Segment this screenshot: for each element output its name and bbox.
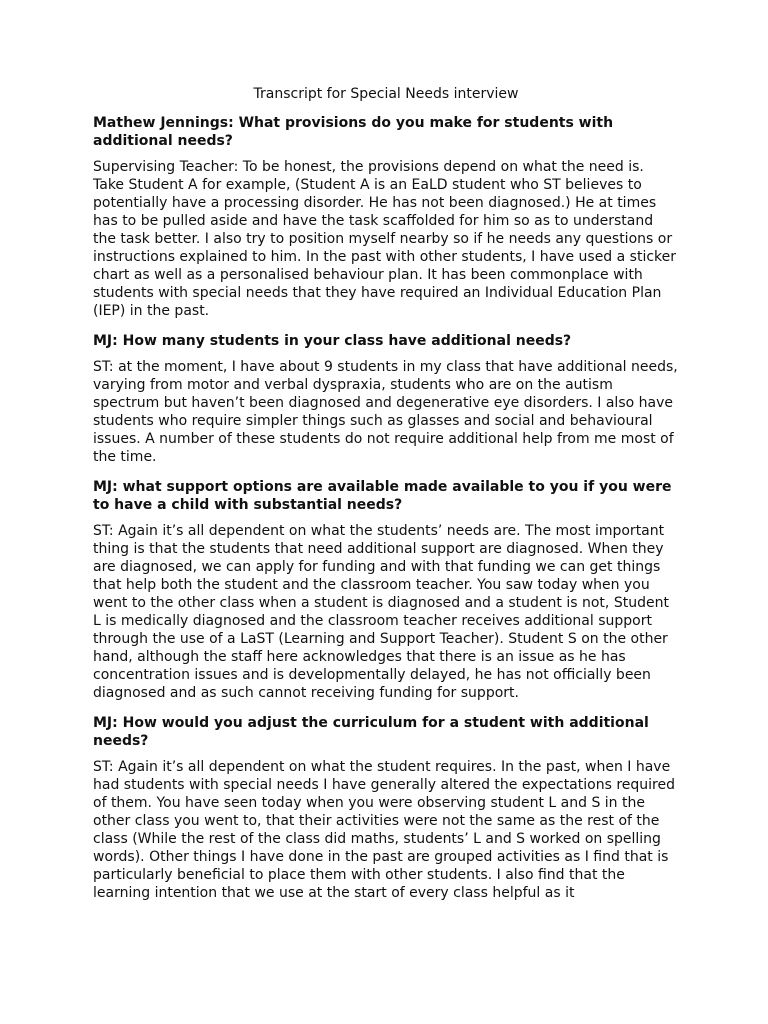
question-3: MJ: what support options are available made available to you if you were to have a child with substantial needs?	[93, 479, 672, 513]
document-page	[93, 84, 679, 914]
question-4: MJ: How would you adjust the curriculum for a student with additional needs?	[93, 715, 649, 749]
qa-section-4	[93, 714, 679, 902]
document-title: Transcript for Special Needs interview	[253, 86, 519, 102]
answer-2: ST: at the moment, I have about 9 students in my class that have additional needs, varying from motor and verbal dyspraxia, students who are on the autism spectrum but haven’t been diagnosed and degenerative eye disorders. I also have students who require simpler things such as glasses and social and behavioural issues. A number of these students do not require additional help from me most of the time.	[93, 359, 678, 465]
qa-section-1	[93, 114, 679, 320]
answer-1: Supervising Teacher: To be honest, the provisions depend on what the need is. Take Student A for example, (Student A is an EaLD student who ST believes to potentially have a processing disorder. He has not been diagnosed.) He at times has to be pulled aside and have the task scaffolded for him so as to understand the task better. I also try to position myself nearby so if he needs any questions or instructions explained to him. In the past with other students, I have used a sticker chart as well as a personalised behaviour plan. It has been commonplace with students with special needs that they have required an Individual Education Plan (IEP) in the past.	[93, 159, 677, 319]
question-1: Mathew Jennings: What provisions do you make for students with additional needs?	[93, 115, 614, 149]
answer-3: ST: Again it’s all dependent on what the students’ needs are. The most important thing is that the students that need additional support are diagnosed. When they are diagnosed, we can apply for funding and with that funding we can get things that help both the student and the classroom teacher. You saw today when you went to the other class when a student is diagnosed and a student is not, Student L is medically diagnosed and the classroom teacher receives additional support through the use of a LaST (Learning and Support Teacher). Student S on the other hand, although the staff here acknowledges that there is an issue as he has concentration issues and is developmentally delayed, he has not officially been diagnosed and as such cannot receiving funding for support.	[93, 523, 669, 701]
qa-section-3	[93, 478, 679, 702]
qa-section-2	[93, 332, 679, 466]
answer-4: ST: Again it’s all dependent on what the student requires. In the past, when I have had students with special needs I have generally altered the expectations required of them. You have seen today when you were observing student L and S in the other class you went to, that their activities were not the same as the rest of the class (While the rest of the class did maths, students’ L and S worked on spelling words). Other things I have done in the past are grouped activities as I find that is particularly beneficial to place them with other students. I also find that the learning intention that we use at the start of every class helpful as it	[93, 759, 675, 901]
question-2: MJ: How many students in your class have additional needs?	[93, 333, 572, 349]
